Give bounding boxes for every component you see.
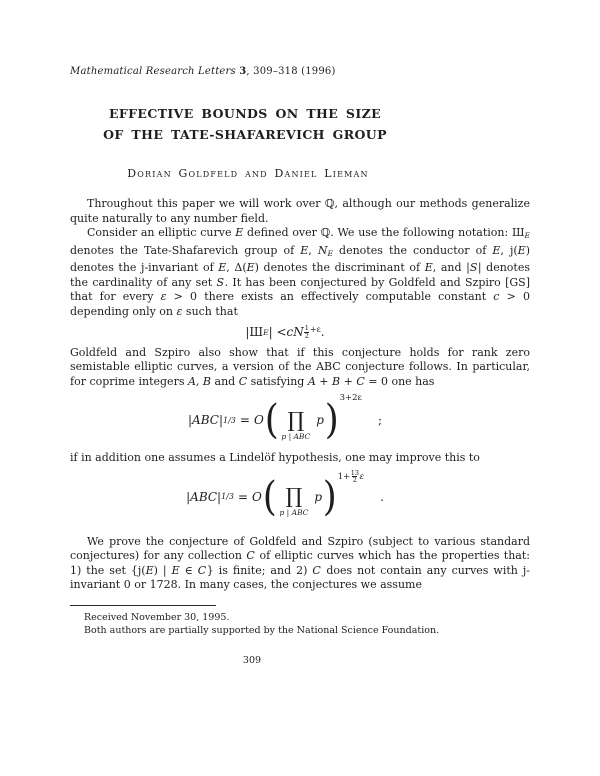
- product-icon: ∏: [287, 407, 305, 432]
- eq-abc2-fraction: $\frac{13}{2}$: [350, 468, 359, 485]
- eq-sha-sub: E: [263, 327, 269, 337]
- paragraph-result: We prove the conjecture of Goldfeld and Szpiro (subject to various standard conjectures) for any collection C of elliptic curves which has the properties that: 1) the set {j(E) | E ∈ C} is finite; and 2) C does not contain any curves with j-invariant 0 or 1728. In many cases, the conjectures we assume: [70, 534, 530, 592]
- eq-abc2-exponent: 1+ $\frac{13}{2}$ ε: [337, 468, 365, 485]
- eq-abc1-equals: =: [239, 413, 250, 428]
- journal-header: Mathematical Research Letters 3, 309–318 (1996): [70, 66, 336, 77]
- paragraph-abc: Goldfeld and Szpiro also show that if this conjecture holds for rank zero semistable elliptic curves, a version of the ABC conjecture follows. In particular, for coprime integers A, B and C satisfying A + B + C = 0 one has: [70, 345, 530, 388]
- eq-abc2-p: p: [314, 489, 323, 504]
- footnote-block: [70, 605, 530, 638]
- left-paren: (: [262, 473, 277, 520]
- eq-abc2-lhs: |ABC|: [186, 489, 222, 504]
- product-symbol-block: [281, 407, 311, 441]
- right-paren: ): [322, 473, 337, 520]
- eq-abc2-lhs-exp: 1/3: [221, 492, 234, 502]
- eq-sha-rel: | <: [268, 325, 287, 340]
- footnote-received: Received November 30, 1995.: [84, 611, 230, 623]
- right-paren: ): [324, 397, 339, 444]
- eq-sha-exponent: $\frac{1}{2}$ +ε: [304, 324, 321, 340]
- paper-title: [70, 103, 530, 145]
- footnote-rule: [70, 605, 216, 606]
- authors-line: Dorian Goldfeld and Daniel Lieman: [127, 167, 369, 180]
- eq-abc1-exponent: 3+2ε: [339, 393, 362, 404]
- paragraph-lindelof: if in addition one assumes a Lindelöf hypothesis, one may improve this to: [70, 451, 480, 465]
- eq-abc1-lhs-exp: 1/3: [223, 415, 236, 425]
- page-number: 309: [242, 654, 262, 666]
- paragraph-intro: Throughout this paper we will work over ℚ, although our methods generalize quite naturally to any number field.: [70, 197, 530, 225]
- eq-sha-lhs: |Ш: [245, 325, 264, 340]
- product-symbol-block: [279, 486, 308, 517]
- left-paren: (: [264, 397, 279, 444]
- equation-abc-lindelof: [70, 468, 530, 526]
- text-column: [70, 0, 530, 666]
- eq-sha-fraction: $\frac{1}{2}$: [304, 324, 309, 340]
- paper-title-line1: EFFECTIVE BOUNDS ON THE SIZE: [108, 106, 382, 121]
- eq-sha-period: .: [320, 325, 325, 340]
- eq-abc2-period: .: [380, 489, 384, 504]
- eq-abc2-equals: =: [237, 489, 249, 504]
- eq-abc1-bigO: O: [253, 413, 264, 428]
- eq-sha-vars: cN: [286, 325, 304, 340]
- product-lower-limit: p | ABC: [279, 508, 309, 518]
- equation-sha-bound: [70, 325, 530, 340]
- eq-abc1-semicolon: ;: [377, 413, 382, 428]
- equation-abc-unconditional: [70, 391, 530, 449]
- eq-abc1-lhs: |ABC|: [188, 413, 223, 428]
- eq-abc2-bigO: O: [252, 489, 262, 504]
- paper-title-line2: OF THE TATE-SHAFAREVICH GROUP: [103, 127, 387, 142]
- footnote-support: Both authors are partially supported by the National Science Foundation.: [84, 625, 440, 637]
- product-lower-limit: p | ABC: [281, 431, 311, 441]
- eq-abc1-p: p: [316, 413, 324, 428]
- product-icon: ∏: [285, 484, 303, 509]
- paragraph-notation: Consider an elliptic curve E defined over ℚ. We use the following notation: ШE denotes the Tate-Shafarevich group of E, NE denotes the conductor of E, j(E) denotes the j-invariant of E, Δ(E) denotes the discriminant of E, and |S| denotes the cardinality of any set S. It has been conjectured by Goldfeld and Szpiro [GS] that for every ε > 0 there exists an effectively computable constant c > 0 depending only on ε such that: [70, 226, 530, 318]
